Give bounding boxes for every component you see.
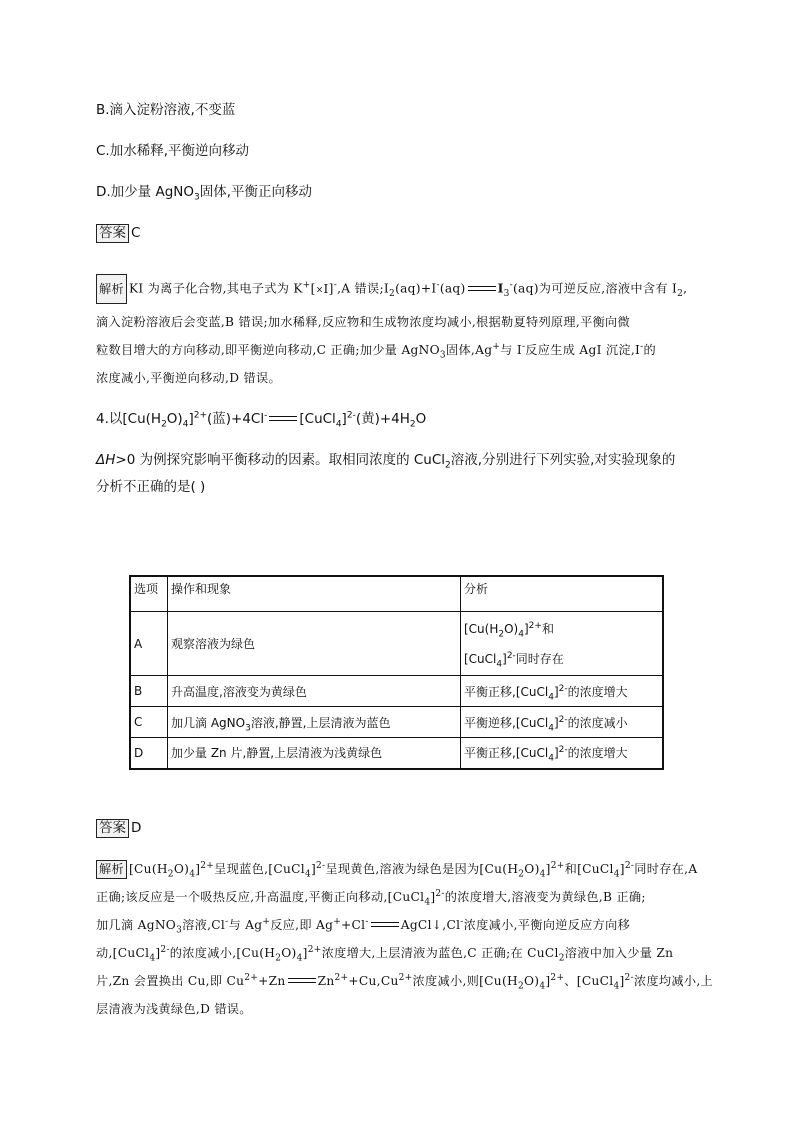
table-header-row — [130, 576, 663, 612]
table-cell-analysis: $[Cu(H_2O)_4]^{2+}$和 [CuCl$_4$]$^{2-}$同时存在 — [461, 612, 664, 676]
analysis-2-line-3: 加几滴 AgNO$_3$溶液,Cl-与 Ag+反应,即 Ag++Cl- AgCl↓,Cl-浓度减小,平衡向逆反应方向移 — [96, 916, 631, 936]
analysis-1-line-1: 解析 KI 为离子化合物,其电子式为 K+[×I]-,A 错误$;I_2(aq)+I^-(aq)$ $I_3^-(aq)$为可逆反应,溶液中含有 $I_2$, — [96, 274, 687, 304]
analysis-1-line-4: 浓度减小,平衡逆向移动,D 错误。 — [96, 371, 281, 385]
analysis-2-line-4: 动,[CuCl$_4$]$^{2-}$的浓度减小$,[Cu(H_2O)_4]^{2+}$浓度增大,上层清液为蓝色,C 正确;在 CuCl$_2$溶液中加入少量 Zn — [96, 944, 674, 964]
table-cell-operation: 观察溶液为绿色 — [168, 612, 461, 676]
table-cell-analysis: 平衡正移,[CuCl$_4$]$^{2-}$的浓度增大 — [461, 676, 664, 707]
answer-value: C — [131, 225, 141, 241]
question-4-line-3: 分析不正确的是( ) — [96, 479, 206, 495]
table-cell-operation: 加几滴 AgNO$_3$溶液,静置,上层清液为蓝色 — [168, 707, 461, 738]
table-cell-analysis: 平衡逆移,[CuCl$_4$]$^{2-}$的浓度减小 — [461, 707, 664, 738]
analysis-2-line-2: 正确;该反应是一个吸热反应,升高温度,平衡正向移动,[CuCl$_4$]$^{2-}$的浓度增大,溶液变为黄绿色,B 正确; — [96, 888, 646, 908]
equilibrium-arrow — [468, 286, 496, 293]
answer-value: D — [131, 820, 142, 836]
table-row — [130, 612, 663, 676]
analysis-2-line-5: 片,Zn 会置换出 Cu,即 $Cu^{2+}+Zn$ $Zn^{2+}+Cu,Cu^{2+}$浓度减小,则$[Cu(H_2O)_4]^{2+}$、[CuCl$_4$]$^{2-}$浓度均减小,上 — [96, 972, 714, 992]
analysis-2-line-1: 解析 $[Cu(H_2O)_4]^{2+}$呈现蓝色,[CuCl$_4$]$^{2-}$呈现黄色,溶液为绿色是因为$[Cu(H_2O)_4]^{2+}$和[CuCl$_4$]$^{2-}$同时存在,A — [96, 860, 697, 879]
analysis-tag: 解析 — [96, 860, 127, 879]
table-row — [130, 707, 663, 738]
analysis-1-line-3: 粒数目增大的方向移动,即平衡逆向移动,C 正确;加少量 AgNO$_3$固体,Ag+与 I-反应生成 AgI 沉淀,I-的 — [96, 341, 657, 361]
table-cell-operation: 升高温度,溶液变为黄绿色 — [168, 676, 461, 707]
table-header-operation: 操作和现象 — [168, 576, 461, 612]
experiment-table — [129, 575, 664, 770]
table-cell-analysis: 平衡正移,[CuCl$_4$]$^{2-}$的浓度增大 — [461, 738, 664, 769]
analysis-tag: 解析 — [96, 274, 127, 304]
option-c: C.加水稀释,平衡逆向移动 — [96, 143, 250, 159]
table-cell-operation: 加少量 Zn 片,静置,上层清液为浅黄绿色 — [168, 738, 461, 769]
table-header-option: 选项 — [130, 576, 168, 612]
option-b: B.滴入淀粉溶液,不变蓝 — [96, 102, 236, 118]
equilibrium-arrow — [371, 922, 399, 929]
table-cell-option: D — [130, 738, 168, 769]
option-d: D.加少量 AgNO$_3$固体,平衡正向移动 — [96, 184, 313, 203]
table-row — [130, 738, 663, 769]
answer-tag: 答案 — [96, 819, 129, 838]
answer-1 — [96, 224, 140, 243]
analysis-1-line-2: 滴入淀粉溶液后会变蓝,B 错误;加水稀释,反应物和生成物浓度均减小,根据勒夏特列原理,平衡向微 — [96, 315, 631, 329]
table-cell-option: B — [130, 676, 168, 707]
question-4-line-2: ΔH>0 为例探究影响平衡移动的因素。取相同浓度的 CuCl$_2$溶液,分别进行下列实验,对实验现象的 — [96, 452, 676, 471]
question-4-line-1: 4.以$[Cu(H_2O)_4]^{2+}$(蓝)+4Cl- [CuCl$_4$]$^{2-}$(黄)$+4H_2O$ — [96, 410, 427, 430]
answer-tag: 答案 — [96, 224, 129, 243]
reaction-arrow — [288, 978, 316, 985]
answer-2 — [96, 819, 141, 838]
table-header-analysis: 分析 — [461, 576, 664, 612]
table-row — [130, 676, 663, 707]
equilibrium-arrow — [269, 416, 297, 423]
table-cell-option: C — [130, 707, 168, 738]
table-cell-option: A — [130, 612, 168, 676]
analysis-2-line-6: 层清液为浅黄绿色,D 错误。 — [96, 1002, 252, 1016]
